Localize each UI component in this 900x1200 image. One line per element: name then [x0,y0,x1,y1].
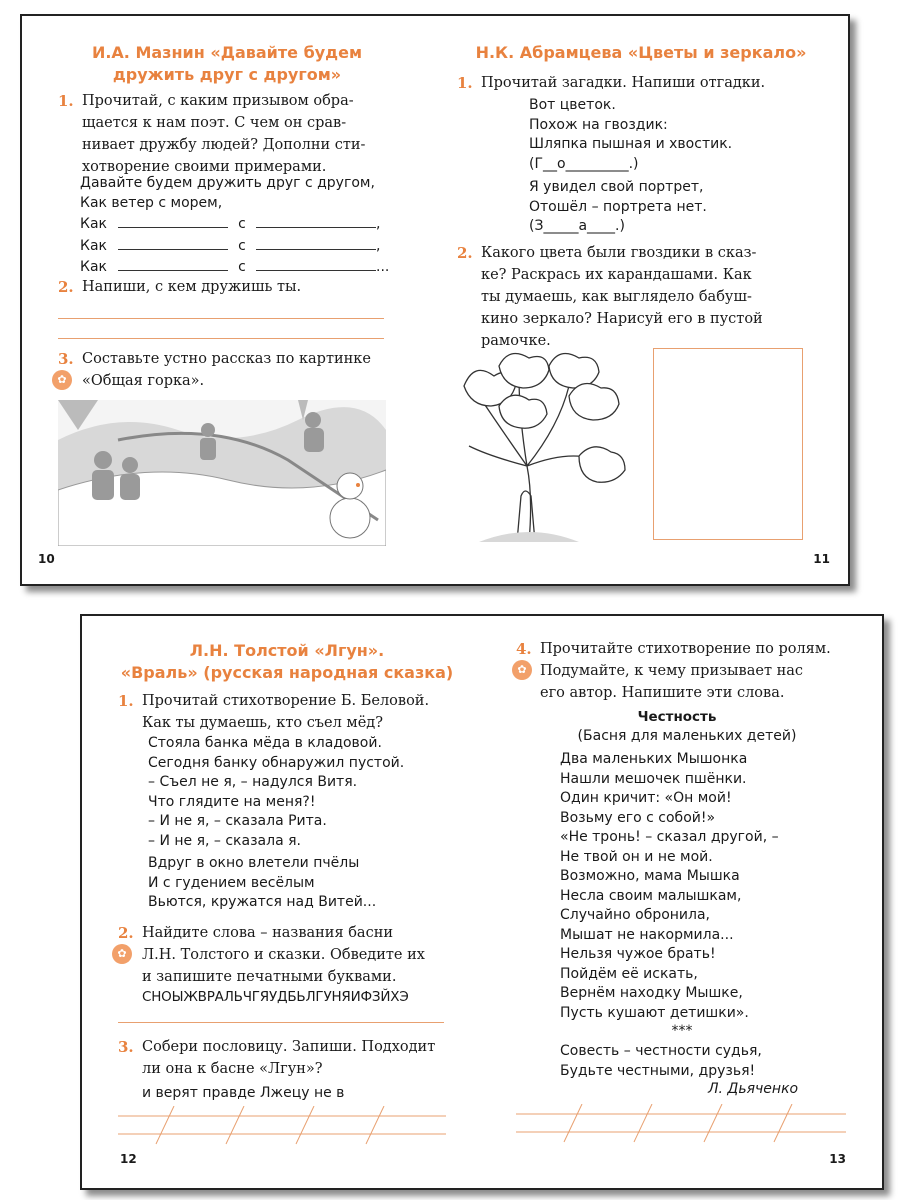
task-number: 2. [118,924,134,942]
task-number: 3. [118,1038,134,1056]
task-number: 1. [58,92,74,110]
poem-author: Л. Дьяченко [708,1081,799,1097]
task-2-text: Какого цвета были гвоздики в сказ- ке? Раскрась их карандашами. Как ты думаешь, как выглядело бабуш- кино зеркало? Нарисуй его в пустой рамочке. [481,245,763,349]
page-13 [482,616,882,1188]
task-2-text: Найдите слова – названия басни Л.Н. Толстого и сказки. Обведите их и запишите печатными буквами. [142,925,425,985]
task-number: 1. [457,74,473,92]
fill-line[interactable]: Как с ... [80,256,410,278]
task-1-text: Прочитай, с каким призывом обра- щается к нам поэт. С чем он срав- нивает дружбу людей? Дополни сти- хотворение своими примерами. [82,93,366,175]
task-3-text: Составьте устно рассказ по картинке «Общая горка». [82,351,371,389]
writing-line[interactable] [58,338,384,339]
slanted-writing-lines[interactable] [516,1104,846,1144]
task-number: 1. [118,692,134,710]
task-4-text: Прочитайте стихотворение по ролям. Подумайте, к чему призывает нас его автор. Напишите эти слова. [540,641,831,701]
smile-group-icon: ✿ [52,370,72,390]
proverb-words: и верят правде Лжецу не в [142,1085,345,1101]
drawing-frame[interactable] [653,348,803,540]
task-3-text: Собери пословицу. Запиши. Подходит ли она к басне «Лгун»? [142,1039,436,1077]
page-12-title: Л.Н. Толстой «Лгун». «Враль» (русская народная сказка) [120,641,454,682]
poem-part-1: Стояла банка мёда в кладовой. Сегодня банку обнаружил пустой. – Съел не я, – надулся Витя. Что глядите на меня?! – И не я, – сказала Рита. – И не я, – сказала я. [148,735,405,849]
spread-pages-10-11 [20,14,850,586]
separator-stars: *** [671,1023,693,1039]
task-1-text: Прочитай стихотворение Б. Беловой. Как ты думаешь, кто съел мёд? [142,693,430,731]
writing-line[interactable] [58,318,384,319]
fill-line[interactable]: Как с , [80,235,410,257]
carnations-illustration [459,346,639,542]
poem-moral: Совесть – честности судья, Будьте честными, друзья! [560,1043,762,1079]
task-2-text: Напиши, с кем дружишь ты. [82,279,302,295]
poem-title: Честность [637,709,717,725]
page-number: 13 [829,1152,846,1166]
page-number: 10 [38,552,55,566]
poem: Давайте будем дружить друг с другом, Как ветер с морем, Как с , Как с , Как с ... [80,174,410,278]
page-10 [22,16,435,584]
smile-group-icon: ✿ [512,660,532,680]
page-11-title: Н.К. Абрамцева «Цветы и зеркало» [475,43,807,62]
page-number: 11 [813,552,830,566]
slanted-writing-lines[interactable] [118,1106,446,1146]
task-number: 2. [58,278,74,296]
letter-string[interactable]: СНОЫЖВРАЛЬЧГЯУДБЬЛГУНЯИФЗЙХЭ [142,989,409,1005]
spread-pages-12-13 [80,614,884,1190]
task-number: 3. [58,350,74,368]
poem-body: Два маленьких Мышонка Нашли мешочек пшёнки. Один кричит: «Он мой! Возьму его с собой!» «Не тронь! – сказал другой, – Не твой он и не мой. Возможно, мама Мышка Несла своим малышкам, Случайно обронила, Мышат не накормила... Нельзя чужое брать! Пойдём её искать, Вернём находку Мышке, Пусть кушают детишки». [560,751,779,1021]
smile-group-icon: ✿ [112,944,132,964]
riddle-1: Вот цветок. Похож на гвоздик: Шляпка пышная и хвостик. (Г__о_________.) [529,96,732,174]
task-number: 2. [457,244,473,262]
writing-line[interactable] [118,1022,444,1023]
page-12 [82,616,482,1188]
riddle-answer-field[interactable]: (З_____а____.) [529,218,625,234]
riddle-2: Я увидел свой портрет, Отошёл – портрета нет. (З_____а____.) [529,178,707,237]
page-10-title: И.А. Мазнин «Давайте будем дружить друг с другом» [91,43,363,84]
riddle-answer-field[interactable]: (Г__о_________.) [529,155,639,172]
poem-subtitle: (Басня для маленьких детей) [577,728,797,744]
task-number: 4. [516,640,532,658]
page-number: 12 [120,1152,137,1166]
task-1-text: Прочитай загадки. Напиши отгадки. [481,75,766,91]
winter-slide-illustration [58,400,386,546]
page-11 [435,16,848,584]
fill-line[interactable]: Как с , [80,213,410,235]
poem-part-2: Вдруг в окно влетели пчёлы И с гудением весёлым Вьются, кружатся над Витей... [148,855,377,910]
